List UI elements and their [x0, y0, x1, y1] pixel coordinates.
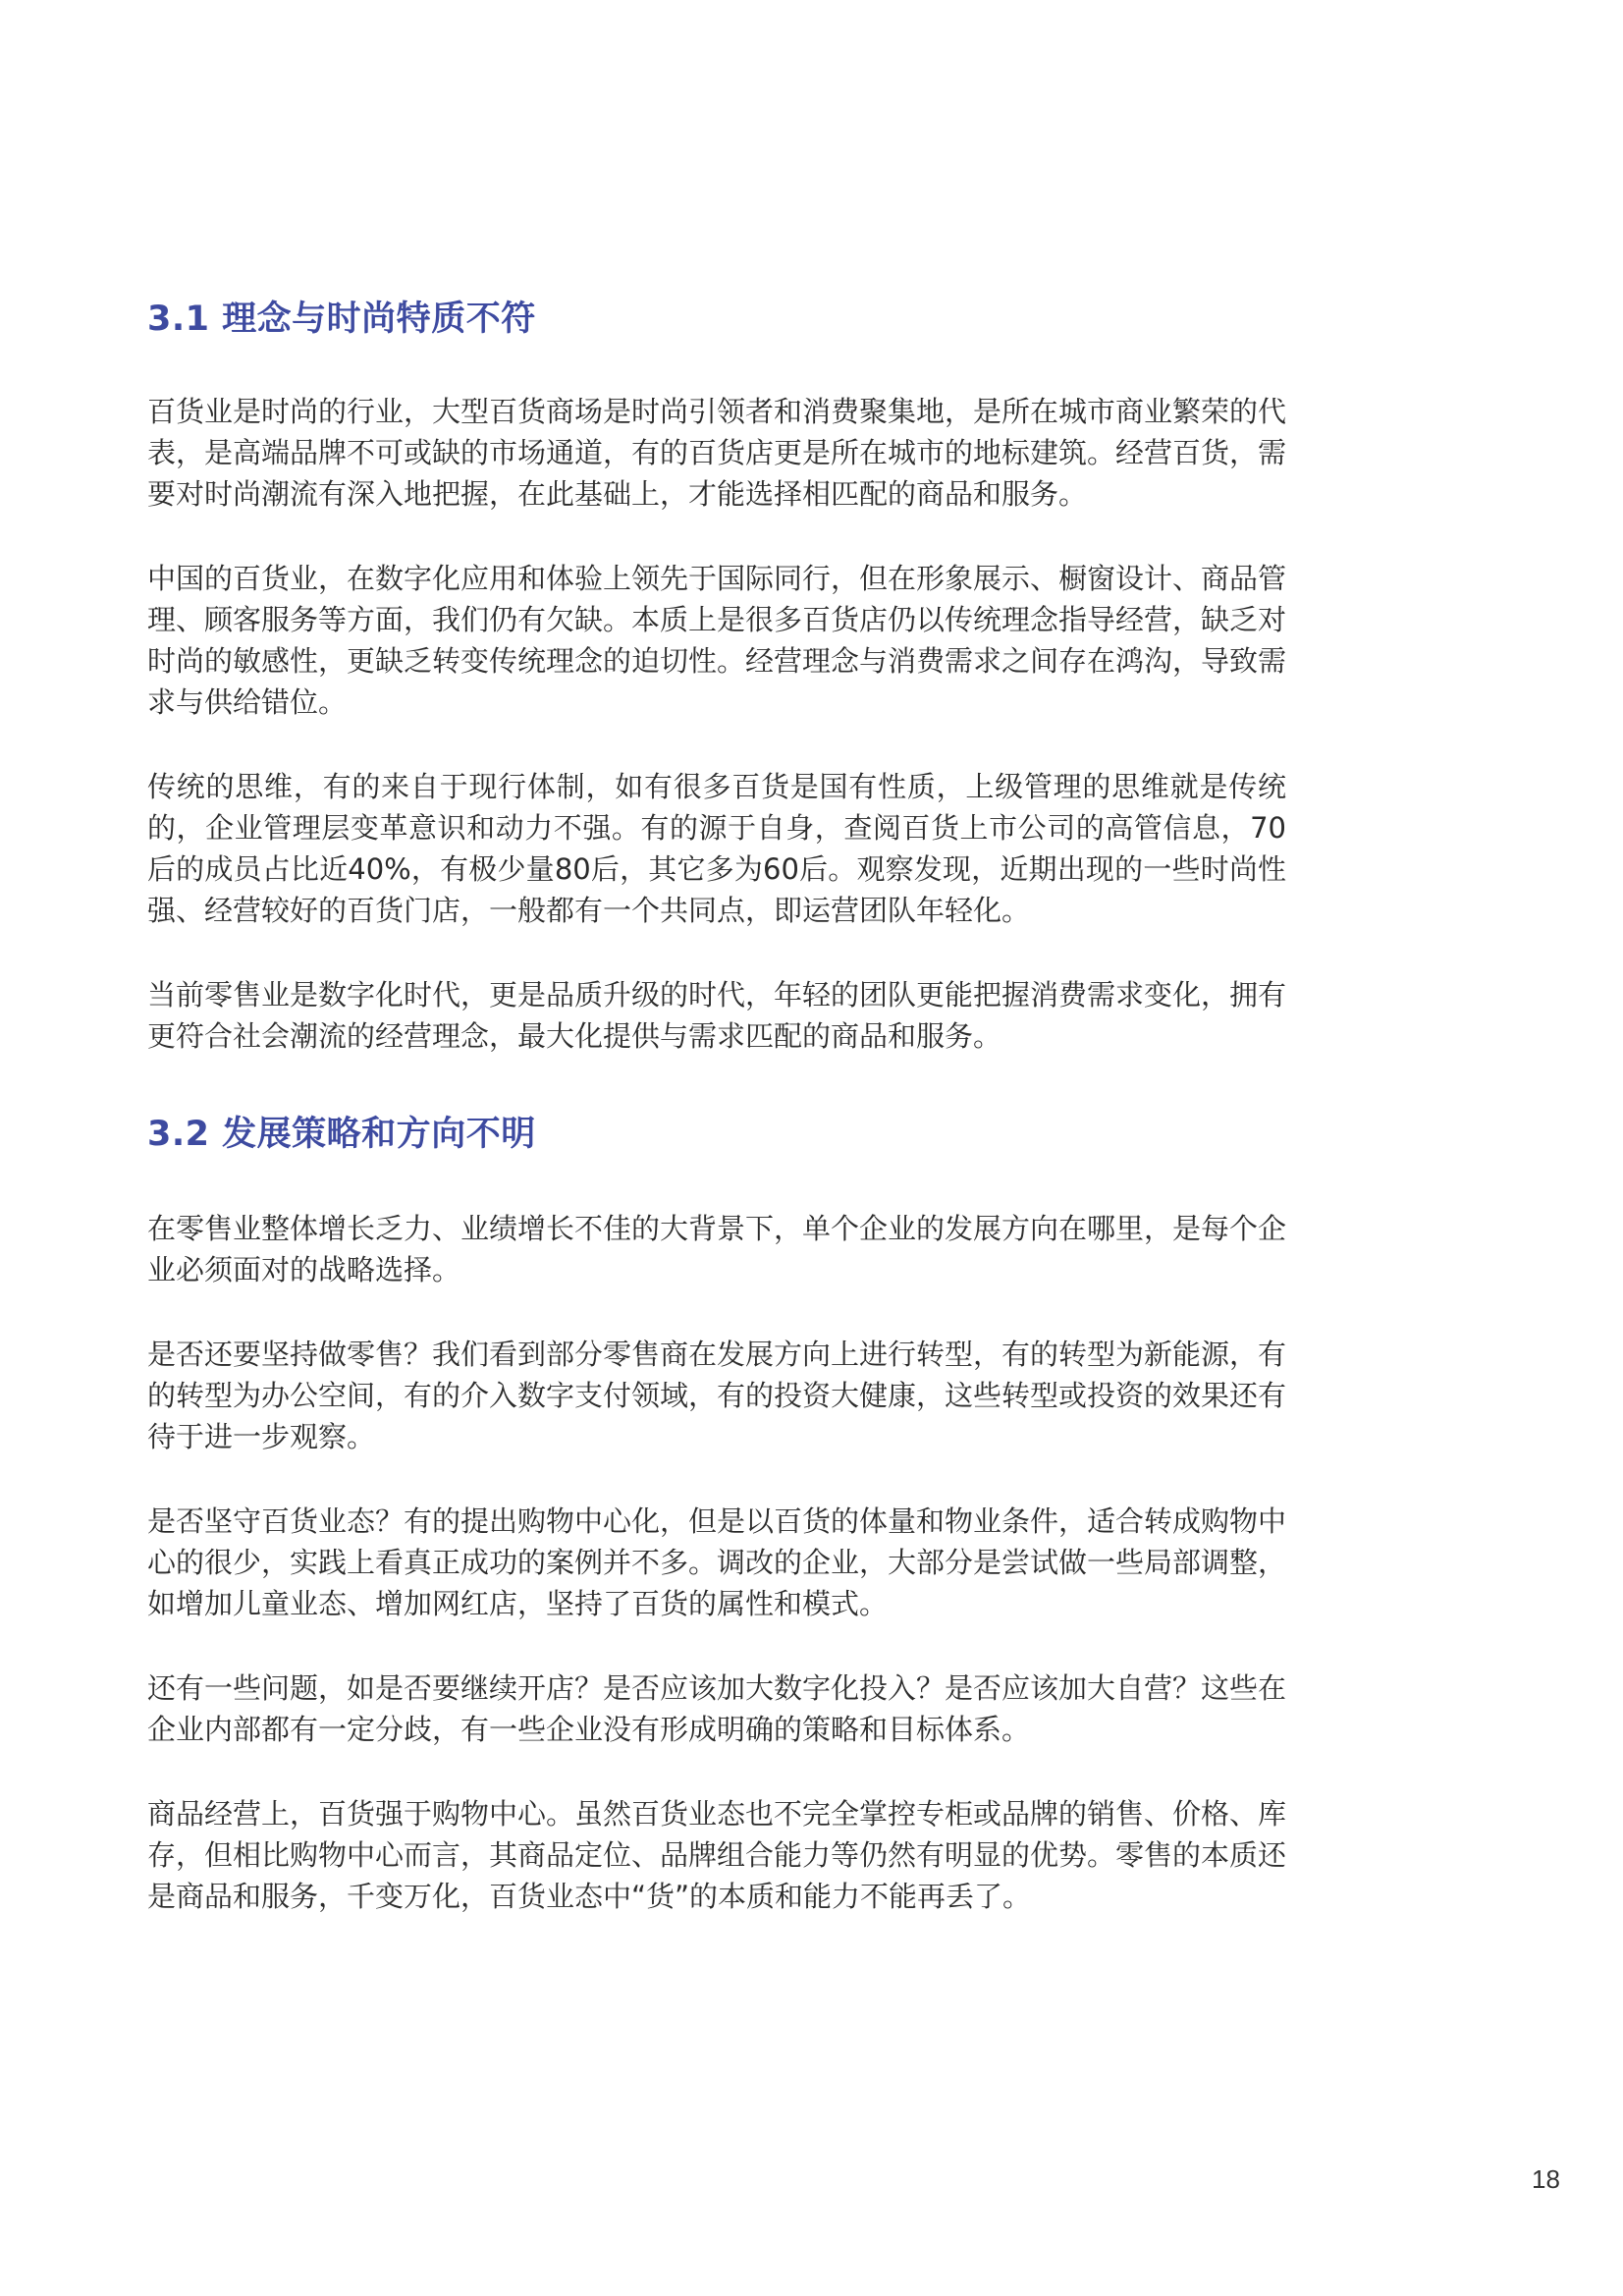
paragraph-3-2-2: 是否还要坚持做零售？我们看到部分零售商在发展方向上进行转型，有的转型为新能源，有的转型为办公空间，有的介入数字支付领域，有的投资大健康，这些转型或投资的效果还有待于进一步观察。 — [147, 1338, 1287, 1453]
section-heading-3-2: 3.2 发展策略和方向不明 — [147, 1115, 536, 1154]
paragraph-3-2-1: 在零售业整体增长乏力、业绩增长不佳的大背景下，单个企业的发展方向在哪里，是每个企业必须面对的战略选择。 — [147, 1212, 1287, 1286]
paragraph-3-2-3: 是否坚守百货业态？有的提出购物中心化，但是以百货的体量和物业条件，适合转成购物中心的很少，实践上看真正成功的案例并不多。调改的企业，大部分是尝试做一些局部调整，如增加儿童业态、增加网红店，坚持了百货的属性和模式。 — [147, 1504, 1287, 1620]
paragraph-3-2-4: 还有一些问题，如是否要继续开店？是否应该加大数字化投入？是否应该加大自营？这些在企业内部都有一定分歧，有一些企业没有形成明确的策略和目标体系。 — [147, 1671, 1287, 1746]
paragraph-3-2-5: 商品经营上，百货强于购物中心。虽然百货业态也不完全掌控专柜或品牌的销售、价格、库存，但相比购物中心而言，其商品定位、品牌组合能力等仍然有明显的优势。零售的本质还是商品和服务，千变万化，百货业态中“货”的本质和能力不能再丢了。 — [147, 1797, 1287, 1913]
paragraph-3-1-3: 传统的思维，有的来自于现行体制，如有很多百货是国有性质，上级管理的思维就是传统的，企业管理层变革意识和动力不强。有的源于自身，查阅百货上市公司的高管信息，70后的成员占比近40%，有极少量80后，其它多为60后。观察发现，近期出现的一些时尚性强、经营较好的百货门店，一般都有一个共同点，即运营团队年轻化。 — [147, 770, 1286, 927]
page-number: 18 — [1532, 2164, 1560, 2194]
paragraph-3-1-1: 百货业是时尚的行业，大型百货商场是时尚引领者和消费聚集地，是所在城市商业繁荣的代表，是高端品牌不可或缺的市场通道，有的百货店更是所在城市的地标建筑。经营百货，需要对时尚潮流有深入地把握，在此基础上，才能选择相匹配的商品和服务。 — [147, 395, 1287, 511]
page-content — [147, 285, 1286, 1960]
section-heading-3-1: 3.1 理念与时尚特质不符 — [147, 300, 536, 339]
paragraph-3-1-4: 当前零售业是数字化时代，更是品质升级的时代，年轻的团队更能把握消费需求变化，拥有更符合社会潮流的经营理念，最大化提供与需求匹配的商品和服务。 — [147, 978, 1287, 1053]
paragraph-3-1-2: 中国的百货业，在数字化应用和体验上领先于国际同行，但在形象展示、橱窗设计、商品管理、顾客服务等方面，我们仍有欠缺。本质上是很多百货店仍以传统理念指导经营，缺乏对时尚的敏感性，更缺乏转变传统理念的迫切性。经营理念与消费需求之间存在鸿沟，导致需求与供给错位。 — [147, 562, 1287, 719]
